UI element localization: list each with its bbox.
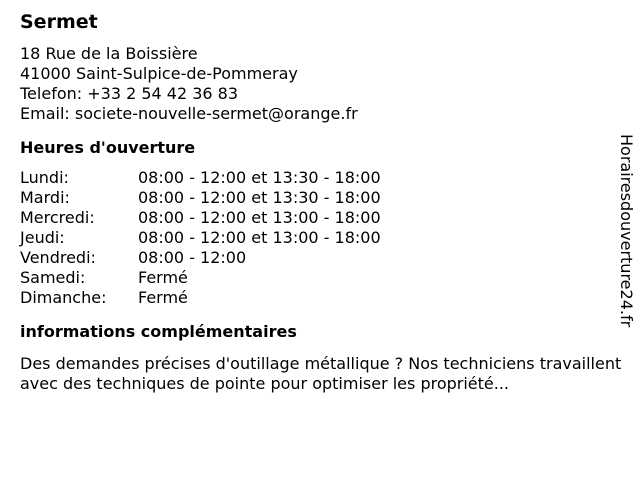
day-hours: 08:00 - 12:00 et 13:30 - 18:00: [138, 168, 381, 187]
day-label: Samedi:: [20, 268, 86, 287]
day-hours: 08:00 - 12:00 et 13:00 - 18:00: [138, 228, 381, 247]
day-hours: 08:00 - 12:00 et 13:00 - 18:00: [138, 208, 381, 227]
hours-row-tuesday: [20, 188, 620, 208]
info-heading: informations complémentaires: [20, 322, 297, 341]
day-label: Dimanche:: [20, 288, 107, 307]
email-address: Email: societe-nouvelle-sermet@orange.fr: [20, 104, 358, 123]
address-block: [20, 44, 620, 124]
hours-row-sunday: [20, 288, 620, 308]
day-label: Mardi:: [20, 188, 70, 207]
day-hours: 08:00 - 12:00: [138, 248, 247, 267]
site-watermark: Horairesdouverture24.fr: [617, 134, 636, 328]
day-hours: 08:00 - 12:00 et 13:30 - 18:00: [138, 188, 381, 207]
day-label: Vendredi:: [20, 248, 96, 267]
hours-row-saturday: [20, 268, 620, 288]
phone-number: Telefon: +33 2 54 42 36 83: [20, 84, 239, 103]
day-hours: Fermé: [138, 268, 188, 287]
day-label: Jeudi:: [20, 228, 65, 247]
hours-heading: Heures d'ouverture: [20, 138, 196, 157]
company-name: Sermet: [20, 11, 98, 33]
hours-row-thursday: [20, 228, 620, 248]
street-address: 18 Rue de la Boissière: [20, 44, 198, 63]
info-description: Des demandes précises d'outillage métallique ? Nos techniciens travaillent avec des techniques de pointe pour optimiser les propriété...: [20, 354, 622, 393]
day-label: Lundi:: [20, 168, 69, 187]
business-card: [20, 8, 620, 394]
day-label: Mercredi:: [20, 208, 95, 227]
hours-table: [20, 168, 620, 308]
day-hours: Fermé: [138, 288, 188, 307]
city-address: 41000 Saint-Sulpice-de-Pommeray: [20, 64, 298, 83]
hours-row-friday: [20, 248, 620, 268]
hours-row-wednesday: [20, 208, 620, 228]
hours-row-monday: [20, 168, 620, 188]
